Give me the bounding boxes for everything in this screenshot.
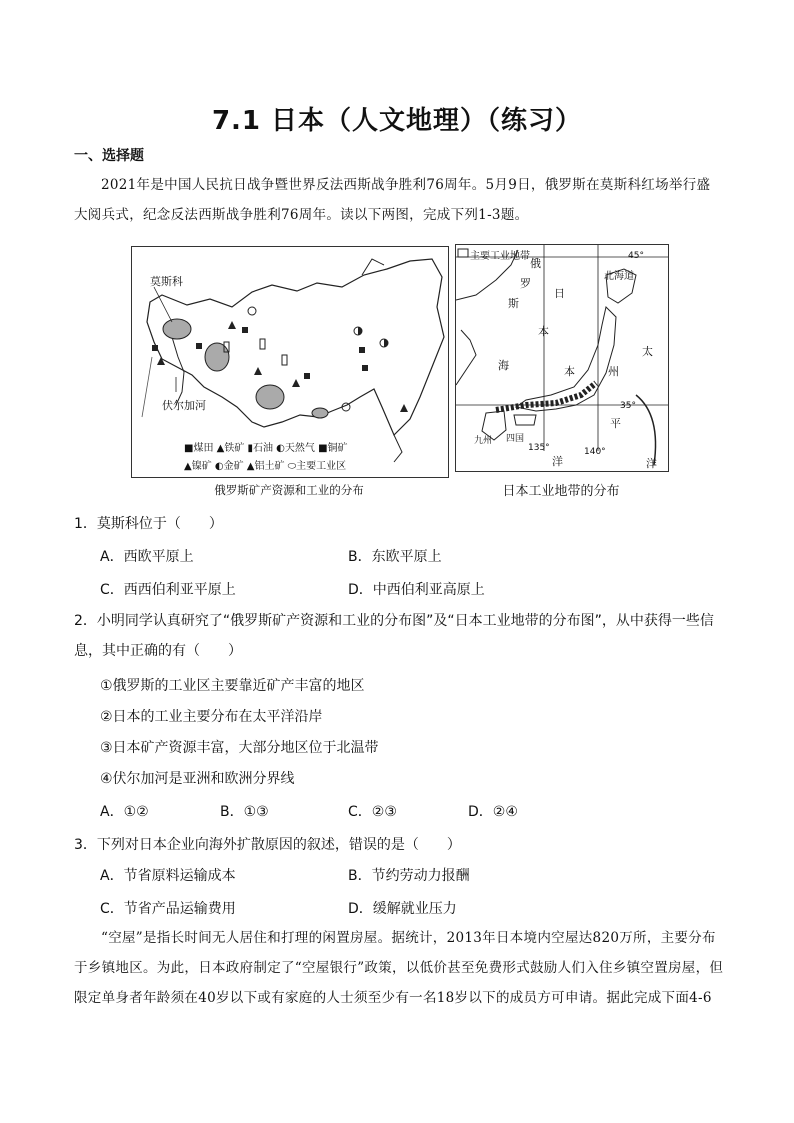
- japan-map-caption: 日本工业地带的分布: [502, 484, 620, 499]
- q1-option-d: D．中西伯利亚高原上: [348, 582, 485, 598]
- japan-map: [455, 244, 669, 472]
- map-label-hokkaido: 北海道: [604, 271, 634, 282]
- russia-legend-row1: ■煤田 ▲铁矿 ▮石油 ◐天然气 ■铜矿: [184, 443, 348, 454]
- q3-option-b: B．节约劳动力报酬: [348, 868, 470, 884]
- lat-35-label: 35°: [620, 401, 636, 411]
- map-label-luo: 罗: [520, 277, 531, 290]
- map-label-hai: 海: [498, 359, 509, 372]
- q2-statement-1: ①俄罗斯的工业区主要靠近矿产丰富的地区: [100, 678, 365, 694]
- q1-option-a: A．西欧平原上: [100, 549, 194, 565]
- q2-statement-4: ④伏尔加河是亚洲和欧洲分界线: [100, 771, 295, 787]
- q2-statement-2: ②日本的工业主要分布在太平洋沿岸: [100, 709, 323, 725]
- russia-map: [131, 246, 449, 478]
- q1-stem: 1．莫斯科位于（ ）: [74, 516, 223, 532]
- map-label-ben: 本: [538, 325, 549, 338]
- map-label-kyushu: 九州: [474, 436, 493, 446]
- q3-stem: 3．下列对日本企业向海外扩散原因的叙述，错误的是（ ）: [74, 837, 461, 853]
- intro-paragraph-2: “空屋”是指长时间无人居住和打理的闲置房屋。据统计，2013年日本境内空屋达820万所，主要分布于乡镇地区。为此，日本政府制定了“空屋银行”政策，以低价甚至免费形式鼓励人们入住乡镇空置房屋，但限定单身者年龄须在40岁以下或有家庭的人士须至少有一名18岁以下的成员方可申请。据此完成下面4-6: [74, 930, 724, 1006]
- map-label-ping: 平: [610, 417, 621, 430]
- map-label-honshu-zhou: 州: [608, 365, 619, 378]
- map-label-yang-2: 洋: [646, 457, 657, 470]
- lon-140-label: 140°: [584, 447, 606, 457]
- q2-option-c: C．②③: [348, 804, 397, 820]
- q2-option-d: D．②④: [468, 804, 518, 820]
- map-label-shikoku: 四国: [506, 434, 525, 444]
- section-heading: 一、选择题: [74, 148, 144, 164]
- russia-legend-row2: ▲镍矿 ◐金矿 ▲铝土矿 ⬭主要工业区: [184, 461, 347, 472]
- russia-map-caption: 俄罗斯矿产资源和工业的分布: [214, 483, 364, 497]
- q2-statement-3: ③日本矿产资源丰富，大部分地区位于北温带: [100, 740, 379, 756]
- q2-option-b: B．①③: [220, 804, 269, 820]
- map-label-honshu-ben: 本: [564, 365, 575, 378]
- map-label-si: 斯: [508, 297, 519, 310]
- q1-option-c: C．西西伯利亚平原上: [100, 582, 236, 598]
- moscow-label: 莫斯科: [150, 275, 183, 288]
- q3-option-a: A．节省原料运输成本: [100, 868, 236, 884]
- q2-stem: 2．小明同学认真研究了“俄罗斯矿产资源和工业的分布图”及“日本工业地带的分布图”，从中获得一些信息，其中正确的有（ ）: [74, 613, 714, 659]
- lon-135-label: 135°: [528, 443, 550, 453]
- map-label-yang-1: 洋: [552, 455, 563, 468]
- japan-legend: 主要工业地带: [470, 251, 530, 262]
- map-label-ri: 日: [554, 287, 565, 300]
- intro-paragraph-1: 2021年是中国人民抗日战争暨世界反法西斯战争胜利76周年。5月9日，俄罗斯在莫斯科红场举行盛大阅兵式，纪念反法西斯战争胜利76周年。读以下两图，完成下列1-3题。: [74, 177, 711, 223]
- lat-45-label: 45°: [628, 251, 644, 261]
- volga-label: 伏尔加河: [162, 399, 206, 412]
- map-label-e: 俄: [530, 257, 541, 270]
- q3-option-d: D．缓解就业压力: [348, 901, 457, 917]
- q1-option-b: B．东欧平原上: [348, 549, 442, 565]
- q3-option-c: C．节省产品运输费用: [100, 901, 236, 917]
- map-label-tai: 太: [642, 345, 653, 358]
- q2-option-a: A．①②: [100, 804, 149, 820]
- page-title: 7.1 日本（人文地理）（练习）: [211, 106, 583, 136]
